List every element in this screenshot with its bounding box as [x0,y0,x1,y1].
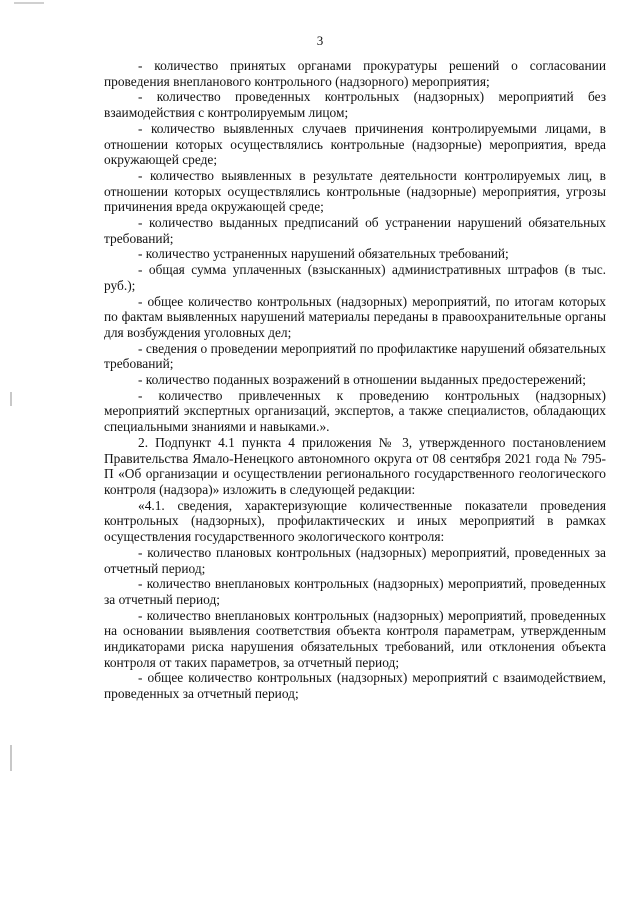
paragraph: - количество внеплановых контрольных (надзорных) мероприятий, проведенных на основании выявления соответствия объекта контроля параметрам, утвержденным индикаторами риска нарушения обязательных требований, или отклонения объекта контроля от таких параметров, за отчетный период; [104,607,606,670]
paragraph: - количество внеплановых контрольных (надзорных) мероприятий, проведенных за отчетный период; [104,576,606,607]
paragraph: - количество принятых органами прокуратуры решений о согласовании проведения внепланового контрольного (надзорного) мероприятия; [104,58,606,89]
paragraph: - общая сумма уплаченных (взысканных) административных штрафов (в тыс. руб.); [104,262,606,293]
paragraph: - сведения о проведении мероприятий по профилактике нарушений обязательных требований; [104,340,606,372]
paragraph: «4.1. сведения, характеризующие количественные показатели проведения контрольных (надзорных), профилактических и иных мероприятий в рамках осуществления государственного экологического контроля: [104,497,606,545]
document-body [104,58,606,702]
paragraph: - количество выданных предписаний об устранении нарушений обязательных требований; [104,215,606,246]
scan-artifact [10,392,12,406]
scan-artifact [14,2,44,4]
paragraph: - количество выявленных случаев причинения контролируемыми лицами, в отношении которых осуществлялись контрольные (надзорные) мероприятия, вреда окружающей среде; [104,120,606,168]
paragraph: - количество устраненных нарушений обязательных требований; [138,246,509,262]
scan-artifact [10,745,12,771]
paragraph: 2. Подпункт 4.1 пункта 4 приложения № 3, утвержденного постановлением Правительства Ямало-Ненецкого автономного округа от 08 сентября 2021 года № 795-П «Об организации и осуществлении регионального государственного геологического контроля (надзора)» изложить в следующей редакции: [104,434,606,497]
paragraph: - количество плановых контрольных (надзорных) мероприятий, проведенных за отчетный период; [104,544,606,576]
paragraph: - общее количество контрольных (надзорных) мероприятий, по итогам которых по фактам выявленных нарушений материалы переданы в правоохранительные органы для возбуждения уголовных дел; [104,293,606,340]
paragraph: - количество проведенных контрольных (надзорных) мероприятий без взаимодействия с контролируемым лицом; [104,89,606,121]
paragraph: - количество привлеченных к проведению контрольных (надзорных) мероприятий экспертных организаций, экспертов, а также специалистов, обладающих специальными знаниями и навыками.». [104,387,606,435]
paragraph: - общее количество контрольных (надзорных) мероприятий с взаимодействием, проведенных за отчетный период; [104,670,606,702]
paragraph: - количество выявленных в результате деятельности контролируемых лиц, в отношении которых осуществлялись контрольные (надзорные) мероприятия, угрозы причинения вреда окружающей среде; [104,167,606,215]
page-number: 3 [316,33,324,48]
paragraph: - количество поданных возражений в отношении выданных предостережений; [138,372,586,388]
